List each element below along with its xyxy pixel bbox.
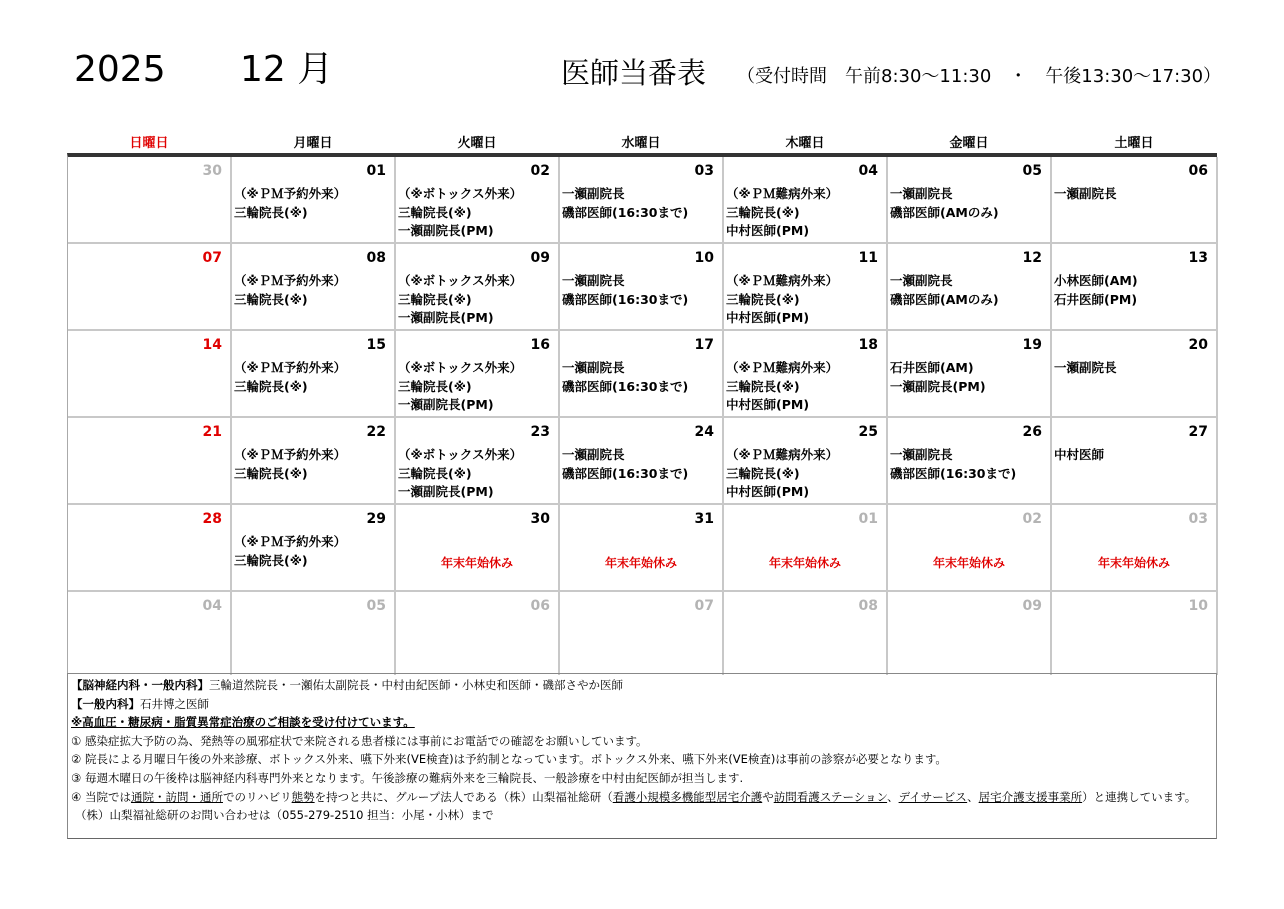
duty-list <box>1054 185 1214 204</box>
day-cell <box>560 418 724 505</box>
duty-entry: 一瀬副院長(PM) <box>890 378 986 394</box>
duty-list <box>562 446 720 483</box>
weekday-header-row <box>67 135 1217 153</box>
duty-entry: 一瀬副院長 <box>1054 186 1117 201</box>
day-number: 16 <box>530 337 550 353</box>
day-number: 15 <box>366 337 386 353</box>
duty-entry: 石井医師(AM) <box>890 360 974 375</box>
duty-entry: （※ＰＭ予約外来） <box>234 360 347 375</box>
duty-entry: 三輪院長(※) <box>234 204 308 220</box>
note-3: ③ 毎週木曜日の午後枠は脳神経内科専門外来となります。午後診療の難病外来を三輪院長、一般診療を中村由紀医師が担当します. <box>71 770 744 785</box>
day-cell <box>560 157 724 244</box>
reception-hours: （受付時間 午前8:30～11:30 ・ 午後13:30～17:30） <box>737 66 1222 87</box>
note-4-part: 態勢 <box>291 789 315 804</box>
day-cell <box>396 505 560 592</box>
note-4-part: ）と連携しています。 <box>1082 789 1197 804</box>
duty-list <box>562 359 720 396</box>
duty-entry: （※ＰＭ予約外来） <box>234 186 347 201</box>
day-number: 24 <box>694 424 714 440</box>
day-cell <box>396 331 560 418</box>
day-cell <box>888 244 1052 331</box>
duty-entry: （※ＰＭ難病外来） <box>726 273 839 288</box>
day-cell <box>888 592 1052 675</box>
day-cell <box>396 244 560 331</box>
duty-list <box>726 185 884 241</box>
duty-entry: 小林医師(AM) <box>1054 273 1138 288</box>
day-cell <box>68 157 232 244</box>
day-number: 05 <box>1022 163 1042 179</box>
day-cell <box>68 505 232 592</box>
day-cell <box>232 505 396 592</box>
day-cell <box>68 244 232 331</box>
duty-entry: 三輪院長(※) <box>726 291 800 307</box>
day-cell <box>1052 331 1218 418</box>
day-cell <box>724 418 888 505</box>
note-4-part: でのリハビリ <box>222 789 292 804</box>
day-cell <box>396 418 560 505</box>
day-number: 27 <box>1188 424 1208 440</box>
day-cell <box>560 592 724 675</box>
duty-entry: （※ボトックス外来） <box>398 447 523 462</box>
duty-entry: （※ＰＭ予約外来） <box>234 447 347 462</box>
day-cell <box>232 157 396 244</box>
day-cell <box>724 244 888 331</box>
day-cell <box>396 592 560 675</box>
duty-entry: 磯部医師(AMのみ) <box>890 204 999 220</box>
month-label: 12 月 <box>240 49 334 90</box>
day-cell <box>724 592 888 675</box>
note-4 <box>71 788 1213 807</box>
duty-entry: 一瀬副院長(PM) <box>398 484 494 499</box>
day-number: 05 <box>366 598 386 614</box>
day-number: 09 <box>1022 598 1042 614</box>
day-cell <box>724 331 888 418</box>
duty-entry: 一瀬副院長(PM) <box>398 397 494 412</box>
day-number: 30 <box>202 163 222 179</box>
duty-entry: 一瀬副院長 <box>890 273 953 288</box>
holiday-label: 年末年始休み <box>440 556 513 570</box>
dept-general-staff: 石井博之医師 <box>140 696 209 711</box>
day-number: 10 <box>1188 598 1208 614</box>
duty-entry: 磯部医師(16:30まで) <box>890 465 1017 481</box>
duty-list <box>398 272 556 328</box>
duty-entry: 中村医師(PM) <box>726 310 810 325</box>
note-4-service-kantaki: 看護小規模多機能型居宅介護 <box>612 789 763 804</box>
duty-entry: 一瀬副院長 <box>562 273 625 288</box>
day-number: 04 <box>202 598 222 614</box>
dept-neuro-label: 【脳神経内科・一般内科】 <box>71 678 209 692</box>
duty-entry: 中村医師(PM) <box>726 397 810 412</box>
note-dept-neuro <box>71 676 1213 695</box>
duty-entry: （※ＰＭ難病外来） <box>726 447 839 462</box>
day-number: 19 <box>1022 337 1042 353</box>
day-number: 17 <box>694 337 714 353</box>
day-number: 20 <box>1188 337 1208 353</box>
duty-entry: 中村医師(PM) <box>726 223 810 238</box>
note-1: ① 感染症拡大予防の為、発熱等の風邪症状で来院される患者様には事前にお電話での確認をお願いしています。 <box>71 733 648 748</box>
duty-entry: （※ＰＭ難病外来） <box>726 186 839 201</box>
note-contact: （株）山梨福祉総研のお問い合わせは（055-279-2510 担当：小尾・小林）まで <box>75 808 494 823</box>
duty-list <box>1054 272 1214 309</box>
weekday-5: 金曜日 <box>949 136 989 151</box>
duty-entry: 三輪院長(※) <box>398 378 472 394</box>
day-cell <box>888 418 1052 505</box>
note-4-part: 、 <box>967 789 979 804</box>
day-cell <box>724 157 888 244</box>
day-number: 06 <box>1188 163 1208 179</box>
day-number: 29 <box>366 511 386 527</box>
duty-entry: 磯部医師(16:30まで) <box>562 465 689 481</box>
day-number: 11 <box>858 250 878 266</box>
day-number: 13 <box>1188 250 1208 266</box>
notes-section <box>67 673 1217 839</box>
day-cell <box>1052 418 1218 505</box>
day-cell <box>396 157 560 244</box>
day-number: 18 <box>858 337 878 353</box>
duty-entry: 一瀬副院長 <box>562 186 625 201</box>
duty-list <box>234 446 392 483</box>
day-cell <box>724 505 888 592</box>
page-title: 医師当番表 <box>561 56 707 90</box>
day-cell <box>888 331 1052 418</box>
duty-list <box>234 359 392 396</box>
duty-list <box>726 359 884 415</box>
calendar-grid <box>67 153 1217 673</box>
dept-general-label: 【一般内科】 <box>71 696 140 711</box>
duty-entry: 磯部医師(16:30まで) <box>562 378 689 394</box>
day-number: 28 <box>202 511 222 527</box>
day-cell <box>232 244 396 331</box>
day-number: 30 <box>530 511 550 527</box>
duty-list <box>234 185 392 222</box>
duty-list <box>726 446 884 502</box>
duty-entry: （※ボトックス外来） <box>398 360 523 375</box>
weekday-0: 日曜日 <box>129 136 169 151</box>
day-number: 03 <box>694 163 714 179</box>
note-4-service-nursing: 訪問看護ステーション <box>773 789 888 804</box>
day-number: 25 <box>858 424 878 440</box>
day-cell <box>232 331 396 418</box>
note-4-service-dayservice: デイサービス <box>898 789 968 804</box>
duty-entry: 三輪院長(※) <box>726 378 800 394</box>
note-4-part: や <box>762 789 774 804</box>
day-number: 23 <box>530 424 550 440</box>
day-cell <box>1052 505 1218 592</box>
holiday-label: 年末年始休み <box>1097 556 1170 570</box>
duty-list <box>234 533 392 570</box>
day-number: 21 <box>202 424 222 440</box>
day-number: 07 <box>202 250 222 266</box>
note-2: ② 院長による月曜日午後の外来診療、ボトックス外来、嚥下外来(VE検査)は予約制となっています。ボトックス外来、嚥下外来(VE検査)は事前の診察が必要となります。 <box>71 752 947 767</box>
duty-entry: （※ＰＭ予約外来） <box>234 273 347 288</box>
day-number: 08 <box>366 250 386 266</box>
day-cell <box>1052 592 1218 675</box>
duty-entry: （※ボトックス外来） <box>398 186 523 201</box>
holiday-label: 年末年始休み <box>604 556 677 570</box>
dept-neuro-staff: 三輪道然院長・一瀬佑太副院長・中村由紀医師・小林史和医師・磯部さやか医師 <box>209 678 623 692</box>
day-number: 01 <box>366 163 386 179</box>
duty-entry: 一瀬副院長 <box>562 360 625 375</box>
duty-entry: 三輪院長(※) <box>726 465 800 481</box>
duty-list <box>398 446 556 502</box>
day-number: 04 <box>858 163 878 179</box>
day-cell <box>68 331 232 418</box>
day-number: 08 <box>858 598 878 614</box>
weekday-1: 月曜日 <box>293 136 333 151</box>
duty-entry: 磯部医師(16:30まで) <box>562 291 689 307</box>
duty-list <box>890 272 1048 309</box>
duty-entry: 一瀬副院長 <box>890 186 953 201</box>
duty-entry: 中村医師 <box>1054 447 1105 462</box>
duty-list <box>726 272 884 328</box>
note-4-service-care: 居宅介護支援事業所 <box>978 789 1083 804</box>
duty-entry: 磯部医師(AMのみ) <box>890 291 999 307</box>
duty-entry: 中村医師(PM) <box>726 484 810 499</box>
day-number: 10 <box>694 250 714 266</box>
day-number: 12 <box>1022 250 1042 266</box>
duty-list <box>398 359 556 415</box>
weekday-6: 土曜日 <box>1114 136 1154 151</box>
day-number: 06 <box>530 598 550 614</box>
duty-list <box>562 272 720 309</box>
day-number: 07 <box>694 598 714 614</box>
duty-list <box>1054 446 1214 465</box>
day-number: 22 <box>366 424 386 440</box>
day-number: 31 <box>694 511 714 527</box>
note-4-part: 、 <box>887 789 899 804</box>
day-number: 01 <box>858 511 878 527</box>
duty-entry: 一瀬副院長 <box>562 447 625 462</box>
day-number: 02 <box>530 163 550 179</box>
note-4-part: を持つと共に、グループ法人である（株）山梨福祉総研（ <box>314 789 613 804</box>
duty-list <box>890 185 1048 222</box>
day-cell <box>232 592 396 675</box>
duty-entry: 三輪院長(※) <box>398 465 472 481</box>
duty-entry: 三輪院長(※) <box>234 465 308 481</box>
day-number: 09 <box>530 250 550 266</box>
duty-entry: 三輪院長(※) <box>234 378 308 394</box>
day-cell <box>560 244 724 331</box>
year-label: 2025 <box>74 49 166 90</box>
day-number: 26 <box>1022 424 1042 440</box>
duty-list <box>890 359 1048 396</box>
note-4-part: ④ 当院では <box>71 789 131 804</box>
day-cell <box>232 418 396 505</box>
day-cell <box>1052 244 1218 331</box>
duty-entry: 一瀬副院長 <box>1054 360 1117 375</box>
duty-entry: （※ＰＭ予約外来） <box>234 534 347 549</box>
duty-list <box>1054 359 1214 378</box>
note-dept-general <box>71 695 1213 714</box>
duty-entry: 石井医師(PM) <box>1054 291 1138 307</box>
day-cell <box>1052 157 1218 244</box>
duty-entry: 一瀬副院長(PM) <box>398 310 494 325</box>
day-number: 02 <box>1022 511 1042 527</box>
holiday-label: 年末年始休み <box>768 556 841 570</box>
duty-entry: 三輪院長(※) <box>234 552 308 568</box>
day-cell <box>560 505 724 592</box>
duty-list <box>398 185 556 241</box>
weekday-2: 火曜日 <box>457 136 497 151</box>
duty-entry: 三輪院長(※) <box>726 204 800 220</box>
holiday-label: 年末年始休み <box>932 556 1005 570</box>
note-consultation: ※高血圧・糖尿病・脂質異常症治療のご相談を受け付けています。 <box>71 715 415 730</box>
day-cell <box>68 418 232 505</box>
duty-entry: 磯部医師(16:30まで) <box>562 204 689 220</box>
duty-list <box>234 272 392 309</box>
note-4-link-visit: 通院・訪問・通所 <box>130 789 223 804</box>
weekday-4: 木曜日 <box>785 136 825 151</box>
duty-entry: 一瀬副院長 <box>890 447 953 462</box>
duty-entry: （※ＰＭ難病外来） <box>726 360 839 375</box>
duty-entry: 三輪院長(※) <box>398 204 472 220</box>
weekday-3: 水曜日 <box>621 136 661 151</box>
duty-entry: 三輪院長(※) <box>234 291 308 307</box>
duty-entry: 一瀬副院長(PM) <box>398 223 494 238</box>
duty-entry: （※ボトックス外来） <box>398 273 523 288</box>
duty-list <box>562 185 720 222</box>
day-cell <box>68 592 232 675</box>
day-cell <box>560 331 724 418</box>
duty-entry: 三輪院長(※) <box>398 291 472 307</box>
day-number: 03 <box>1188 511 1208 527</box>
day-cell <box>888 505 1052 592</box>
day-cell <box>888 157 1052 244</box>
day-number: 14 <box>202 337 222 353</box>
duty-list <box>890 446 1048 483</box>
